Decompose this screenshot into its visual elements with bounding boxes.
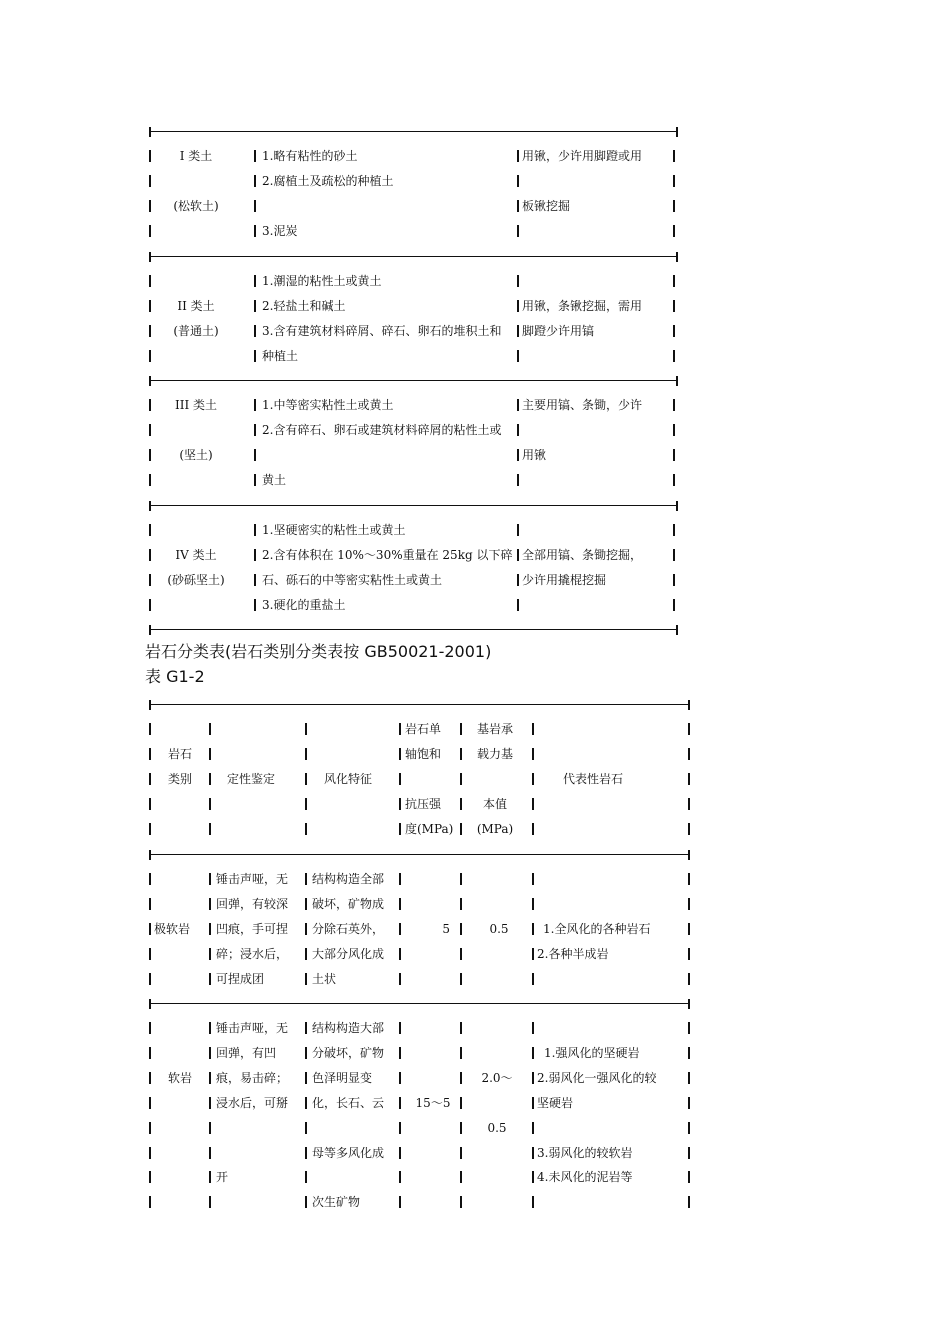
column-bar (532, 973, 534, 985)
rock-qualitative-cell: 可捏成团 (216, 972, 265, 986)
table-rule (150, 854, 689, 855)
column-bar (460, 873, 462, 885)
rock-header-strength: 轴饱和 (405, 747, 442, 761)
rock-weathering-cell: 母等多风化成 (312, 1146, 385, 1160)
table-rule-tick (149, 376, 151, 386)
column-bar (532, 748, 534, 760)
rock-representative-cell: 坚硬岩 (537, 1096, 574, 1110)
rock-qualitative-cell: 回弹，有凹 (216, 1046, 277, 1060)
column-bar (460, 748, 462, 760)
column-bar (532, 1047, 534, 1059)
column-bar (517, 325, 519, 337)
soil-description-cell: 2.腐植土及疏松的种植土 (262, 174, 394, 188)
column-bar (305, 1147, 307, 1159)
column-bar (517, 175, 519, 187)
rock-table-number: 表 G1-2 (145, 667, 205, 686)
column-bar (517, 300, 519, 312)
column-bar (399, 948, 401, 960)
column-bar (517, 150, 519, 162)
column-bar (460, 973, 462, 985)
table-rule-tick (149, 127, 151, 137)
column-bar (673, 599, 675, 611)
rock-qualitative-cell: 回弹，有较深 (216, 897, 289, 911)
column-bar (460, 1171, 462, 1183)
column-bar (688, 723, 690, 735)
column-bar (532, 798, 534, 810)
column-bar (688, 773, 690, 785)
rock-representative-cell: 1.全风化的各种岩石 (543, 922, 651, 936)
table-rule-tick (688, 850, 690, 860)
soil-method-cell: 脚蹬少许用镐 (522, 324, 595, 338)
column-bar (305, 1072, 307, 1084)
column-bar (532, 723, 534, 735)
column-bar (399, 798, 401, 810)
column-bar (673, 574, 675, 586)
table-rule-tick (688, 999, 690, 1009)
soil-description-cell: 1.坚硬密实的粘性土或黄土 (262, 523, 406, 537)
column-bar (254, 350, 256, 362)
column-bar (254, 424, 256, 436)
column-bar (532, 873, 534, 885)
column-bar (688, 923, 690, 935)
table-rule-tick (149, 252, 151, 262)
rock-representative-cell: 1.强风化的坚硬岩 (544, 1046, 640, 1060)
column-bar (254, 524, 256, 536)
table-rule-tick (676, 501, 678, 511)
column-bar (254, 449, 256, 461)
rock-header-bearing: 本值 (482, 797, 507, 811)
column-bar (460, 773, 462, 785)
column-bar (254, 549, 256, 561)
rock-weathering-cell: 化，长石、云 (312, 1096, 385, 1110)
column-bar (149, 424, 151, 436)
column-bar (209, 1097, 211, 1109)
column-bar (305, 973, 307, 985)
column-bar (673, 549, 675, 561)
column-bar (305, 1196, 307, 1208)
column-bar (209, 1047, 211, 1059)
column-bar (149, 973, 151, 985)
column-bar (517, 449, 519, 461)
soil-method-cell: 用锹，条锹挖掘，需用 (522, 299, 643, 313)
rock-header-strength: 抗压强 (405, 797, 442, 811)
soil-method-cell: 主要用镐、条锄，少许 (522, 398, 643, 412)
column-bar (149, 175, 151, 187)
column-bar (254, 325, 256, 337)
column-bar (149, 1022, 151, 1034)
column-bar (149, 1171, 151, 1183)
column-bar (209, 723, 211, 735)
column-bar (532, 1097, 534, 1109)
column-bar (688, 823, 690, 835)
column-bar (532, 923, 534, 935)
column-bar (460, 1147, 462, 1159)
soil-class-cell: (普通土) (173, 324, 219, 338)
table-rule-tick (149, 850, 151, 860)
soil-description-cell: 1.略有粘性的砂土 (262, 149, 358, 163)
column-bar (688, 1171, 690, 1183)
column-bar (149, 773, 151, 785)
rock-weathering-cell: 破坏，矿物成 (312, 897, 385, 911)
column-bar (209, 1122, 211, 1134)
column-bar (254, 275, 256, 287)
column-bar (254, 175, 256, 187)
column-bar (399, 823, 401, 835)
column-bar (209, 1147, 211, 1159)
rock-qualitative-cell: 开 (216, 1170, 229, 1184)
rock-header-strength: 度(MPa) (405, 822, 454, 836)
soil-description-cell: 3.硬化的重盐土 (262, 598, 346, 612)
column-bar (673, 325, 675, 337)
rock-strength-cell: 5 (442, 922, 450, 936)
column-bar (209, 1072, 211, 1084)
column-bar (399, 1022, 401, 1034)
rock-header-weathering: 风化特征 (323, 772, 372, 786)
rock-category-cell: 极软岩 (154, 922, 191, 936)
soil-description-cell: 2.含有体积在 10%～30%重量在 25kg 以下碎 (262, 548, 513, 562)
column-bar (517, 200, 519, 212)
rock-weathering-cell: 分除石英外， (312, 922, 385, 936)
table-rule-tick (676, 252, 678, 262)
table-rule (150, 629, 677, 630)
column-bar (399, 1047, 401, 1059)
column-bar (673, 300, 675, 312)
column-bar (688, 898, 690, 910)
column-bar (460, 723, 462, 735)
column-bar (254, 399, 256, 411)
rock-header-category: 岩石 (167, 747, 192, 761)
column-bar (399, 973, 401, 985)
column-bar (149, 898, 151, 910)
rock-representative-cell: 2.弱风化一强风化的较 (537, 1071, 657, 1085)
column-bar (149, 1072, 151, 1084)
column-bar (209, 948, 211, 960)
column-bar (460, 798, 462, 810)
column-bar (209, 898, 211, 910)
soil-description-cell: 3.含有建筑材料碎屑、碎石、卵石的堆积土和 (262, 324, 502, 338)
rock-bearing-cell: 0.5 (489, 922, 509, 936)
column-bar (532, 1022, 534, 1034)
soil-class-cell: (砂砾坚土) (167, 573, 225, 587)
column-bar (688, 1072, 690, 1084)
column-bar (399, 748, 401, 760)
table-rule (150, 1003, 689, 1004)
column-bar (460, 923, 462, 935)
column-bar (517, 399, 519, 411)
column-bar (149, 1147, 151, 1159)
soil-class-cell: (坚土) (179, 448, 213, 462)
rock-header-strength: 岩石单 (405, 722, 442, 736)
rock-representative-cell: 2.各种半成岩 (537, 947, 609, 961)
column-bar (688, 1022, 690, 1034)
column-bar (460, 1072, 462, 1084)
column-bar (149, 823, 151, 835)
rock-header-qualitative: 定性鉴定 (226, 772, 275, 786)
column-bar (149, 599, 151, 611)
column-bar (688, 1097, 690, 1109)
table-rule (150, 131, 677, 132)
column-bar (688, 1122, 690, 1134)
column-bar (673, 524, 675, 536)
column-bar (688, 873, 690, 885)
rock-header-category: 类别 (167, 772, 192, 786)
column-bar (149, 225, 151, 237)
column-bar (399, 1196, 401, 1208)
column-bar (399, 1171, 401, 1183)
rock-qualitative-cell: 锤击声哑，无 (216, 872, 289, 886)
column-bar (305, 923, 307, 935)
soil-description-cell: 2.含有碎石、卵石或建筑材料碎屑的粘性土或 (262, 423, 502, 437)
column-bar (149, 798, 151, 810)
column-bar (399, 1147, 401, 1159)
column-bar (688, 948, 690, 960)
table-rule-tick (149, 625, 151, 635)
column-bar (517, 350, 519, 362)
soil-description-cell: 石、砾石的中等密实粘性土或黄土 (262, 573, 443, 587)
column-bar (517, 424, 519, 436)
rock-qualitative-cell: 痕，易击碎； (216, 1071, 289, 1085)
column-bar (209, 1171, 211, 1183)
rock-representative-cell: 4.未风化的泥岩等 (537, 1170, 633, 1184)
column-bar (149, 1097, 151, 1109)
table-rule (150, 256, 677, 257)
column-bar (149, 474, 151, 486)
column-bar (149, 1047, 151, 1059)
column-bar (673, 275, 675, 287)
column-bar (673, 399, 675, 411)
column-bar (517, 599, 519, 611)
column-bar (688, 748, 690, 760)
column-bar (209, 1022, 211, 1034)
column-bar (149, 873, 151, 885)
column-bar (688, 1196, 690, 1208)
column-bar (305, 873, 307, 885)
soil-method-cell: 少许用撬棍挖掘 (522, 573, 607, 587)
rock-weathering-cell: 分破坏，矿物 (312, 1046, 385, 1060)
rock-bearing-cell: 2.0～ (481, 1071, 513, 1085)
table-rule-tick (676, 376, 678, 386)
column-bar (305, 898, 307, 910)
column-bar (254, 599, 256, 611)
rock-qualitative-cell: 浸水后，可掰 (216, 1096, 289, 1110)
soil-description-cell: 3.泥炭 (262, 224, 298, 238)
column-bar (532, 1072, 534, 1084)
column-bar (209, 748, 211, 760)
column-bar (305, 723, 307, 735)
column-bar (673, 424, 675, 436)
rock-weathering-cell: 大部分风化成 (312, 947, 385, 961)
column-bar (209, 923, 211, 935)
column-bar (517, 524, 519, 536)
rock-strength-cell: 15～5 (415, 1096, 451, 1110)
column-bar (149, 948, 151, 960)
column-bar (532, 823, 534, 835)
column-bar (305, 823, 307, 835)
column-bar (254, 225, 256, 237)
column-bar (305, 748, 307, 760)
column-bar (673, 449, 675, 461)
column-bar (532, 1196, 534, 1208)
column-bar (460, 823, 462, 835)
rock-header-bearing: (MPa) (476, 822, 514, 836)
rock-header-bearing: 载力基 (476, 747, 513, 761)
column-bar (305, 1047, 307, 1059)
column-bar (149, 1196, 151, 1208)
column-bar (209, 1196, 211, 1208)
column-bar (209, 973, 211, 985)
soil-description-cell: 黄土 (262, 473, 287, 487)
rock-table-title: 岩石分类表(岩石类别分类表按 GB50021-2001) (145, 642, 492, 661)
rock-header-representative: 代表性岩石 (562, 772, 623, 786)
column-bar (460, 898, 462, 910)
column-bar (254, 150, 256, 162)
column-bar (517, 474, 519, 486)
column-bar (673, 200, 675, 212)
column-bar (532, 1122, 534, 1134)
soil-description-cell: 2.轻盐土和碱土 (262, 299, 346, 313)
table-rule (150, 704, 689, 705)
rock-qualitative-cell: 锤击声哑，无 (216, 1021, 289, 1035)
column-bar (305, 948, 307, 960)
table-rule-tick (688, 700, 690, 710)
column-bar (460, 1022, 462, 1034)
column-bar (532, 1147, 534, 1159)
column-bar (460, 1122, 462, 1134)
rock-weathering-cell: 结构构造全部 (312, 872, 385, 886)
column-bar (254, 474, 256, 486)
column-bar (399, 773, 401, 785)
table-rule-tick (149, 501, 151, 511)
rock-weathering-cell: 次生矿物 (312, 1195, 361, 1209)
column-bar (517, 574, 519, 586)
column-bar (399, 1122, 401, 1134)
table-rule-tick (149, 999, 151, 1009)
column-bar (460, 1196, 462, 1208)
column-bar (460, 1047, 462, 1059)
column-bar (149, 1122, 151, 1134)
column-bar (532, 898, 534, 910)
column-bar (517, 549, 519, 561)
column-bar (673, 474, 675, 486)
soil-class-cell: (松软土) (173, 199, 219, 213)
column-bar (688, 798, 690, 810)
soil-method-cell: 全部用镐、条锄挖掘， (522, 548, 643, 562)
column-bar (399, 723, 401, 735)
table-rule-tick (149, 700, 151, 710)
column-bar (209, 823, 211, 835)
rock-weathering-cell: 结构构造大部 (312, 1021, 385, 1035)
soil-class-cell: I 类土 (179, 149, 213, 163)
column-bar (305, 1122, 307, 1134)
column-bar (688, 1047, 690, 1059)
column-bar (209, 798, 211, 810)
rock-qualitative-cell: 碎；浸水后， (216, 947, 289, 961)
column-bar (460, 948, 462, 960)
soil-class-cell: III 类土 (174, 398, 218, 412)
column-bar (149, 524, 151, 536)
column-bar (149, 748, 151, 760)
column-bar (254, 200, 256, 212)
column-bar (305, 798, 307, 810)
soil-description-cell: 1.潮湿的粘性土或黄土 (262, 274, 382, 288)
column-bar (673, 350, 675, 362)
table-rule-tick (676, 127, 678, 137)
column-bar (399, 1072, 401, 1084)
soil-class-cell: II 类土 (177, 299, 215, 313)
column-bar (254, 574, 256, 586)
column-bar (673, 225, 675, 237)
rock-bearing-cell: 0.5 (487, 1121, 507, 1135)
column-bar (399, 1097, 401, 1109)
column-bar (399, 873, 401, 885)
soil-description-cell: 1.中等密实粘性土或黄土 (262, 398, 394, 412)
column-bar (305, 1022, 307, 1034)
column-bar (673, 150, 675, 162)
rock-category-cell: 软岩 (167, 1071, 192, 1085)
table-rule (150, 380, 677, 381)
column-bar (305, 1097, 307, 1109)
rock-qualitative-cell: 凹痕，手可捏 (216, 922, 289, 936)
rock-header-bearing: 基岩承 (476, 722, 513, 736)
soil-description-cell: 种植土 (262, 349, 299, 363)
column-bar (399, 898, 401, 910)
column-bar (149, 923, 151, 935)
column-bar (673, 175, 675, 187)
column-bar (149, 723, 151, 735)
soil-method-cell: 板锹挖掘 (522, 199, 571, 213)
table-rule-tick (676, 625, 678, 635)
column-bar (532, 1171, 534, 1183)
column-bar (688, 1147, 690, 1159)
soil-method-cell: 用锹，少许用脚蹬或用 (522, 149, 643, 163)
soil-method-cell: 用锹 (522, 448, 547, 462)
soil-class-cell: IV 类土 (175, 548, 217, 562)
column-bar (517, 275, 519, 287)
rock-weathering-cell: 土状 (312, 972, 337, 986)
column-bar (149, 350, 151, 362)
column-bar (254, 300, 256, 312)
column-bar (532, 948, 534, 960)
column-bar (399, 923, 401, 935)
table-rule (150, 505, 677, 506)
rock-weathering-cell: 色泽明显变 (312, 1071, 373, 1085)
column-bar (149, 275, 151, 287)
column-bar (305, 1171, 307, 1183)
column-bar (688, 973, 690, 985)
column-bar (517, 225, 519, 237)
column-bar (209, 873, 211, 885)
rock-representative-cell: 3.弱风化的较软岩 (537, 1146, 633, 1160)
